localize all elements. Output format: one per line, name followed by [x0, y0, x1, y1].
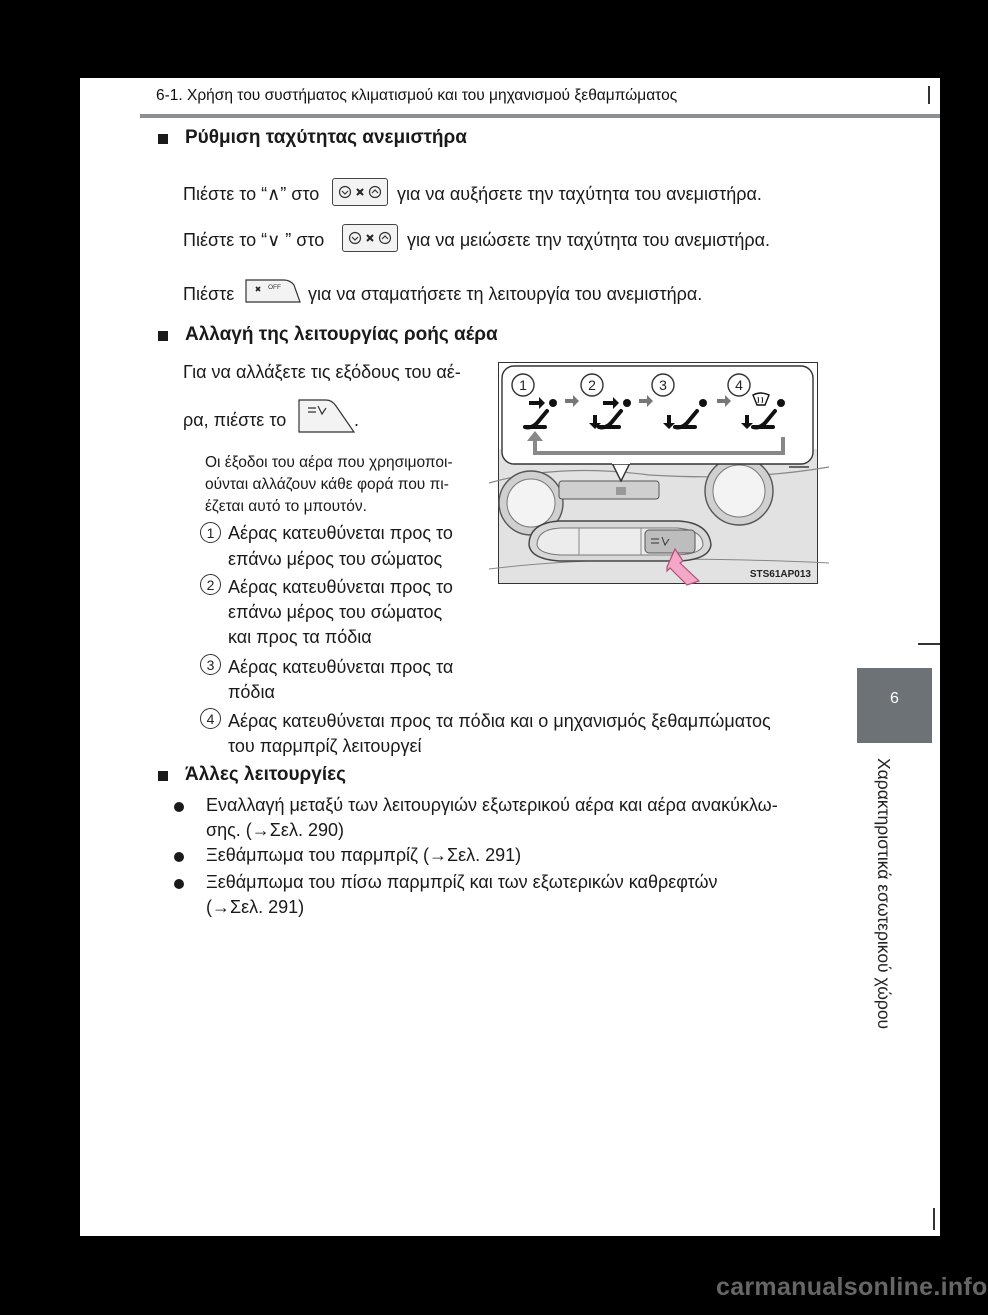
section-title-airflow: Αλλαγή της λειτουργίας ροής αέρα	[185, 324, 498, 345]
section-title-other: Άλλες λειτουργίες	[185, 764, 347, 785]
mode-number-4: 4	[200, 708, 221, 729]
mode-2-line2: επάνω μέρος του σώματος	[228, 602, 443, 622]
svg-text:2: 2	[588, 377, 596, 393]
header-title: 6-1. Χρήση του συστήματος κλιματισμού και του μηχανισμού ξεθαμπώματος	[156, 87, 678, 104]
bullet-3-line2: (→Σελ. 291)	[206, 897, 305, 917]
airflow-intro-line1: Για να αλλάξετε τις εξόδους του αέ-	[183, 362, 461, 382]
svg-text:4: 4	[735, 377, 743, 393]
section-marker	[158, 134, 168, 144]
manual-page	[80, 78, 940, 1236]
bullet-2-line1: Ξεθάμπωμα του παρμπρίζ (→Σελ. 291)	[206, 845, 522, 865]
fan-off-button-icon	[244, 276, 302, 306]
mode-4-line2: του παρμπρίζ λειτουργεί	[228, 736, 422, 756]
crop-mark	[918, 643, 940, 645]
bullet-3-line1: Ξεθάμπωμα του πίσω παρμπρίζ και των εξωτερικών καθρεφτών	[206, 872, 718, 892]
bullet	[174, 879, 184, 889]
fan-down-text-a: Πιέστε το “∨ ” στο	[183, 230, 325, 250]
mode-number-3: 3	[200, 654, 221, 675]
section-marker	[158, 331, 168, 341]
fan-down-text-b: για να μειώσετε την ταχύτητα του ανεμιστήρα.	[407, 230, 770, 250]
mode-3-line1: Αέρας κατευθύνεται προς τα	[228, 657, 454, 677]
bullet	[174, 802, 184, 812]
mode-3-line2: πόδια	[228, 682, 275, 702]
crop-mark	[933, 1208, 935, 1230]
airflow-intro-line2: ρα, πιέστε το	[183, 410, 287, 430]
header-rule	[140, 114, 940, 118]
mode-1-line2: επάνω μέρος του σώματος	[228, 549, 443, 569]
airflow-note-line1: Οι έξοδοι του αέρα που χρησιμοποι-	[205, 454, 453, 471]
fan-off-text-b: για να σταματήσετε τη λειτουργία του ανεμιστήρα.	[308, 284, 703, 304]
section-title-fan: Ρύθμιση ταχύτητας ανεμιστήρα	[185, 127, 467, 148]
figure-code: STS61AP013	[749, 569, 811, 580]
mode-2-line3: και προς τα πόδια	[228, 627, 372, 647]
fan-off-label: OFF	[268, 284, 281, 291]
bullet-1-line1: Εναλλαγή μεταξύ των λειτουργιών εξωτερικού αέρα και αέρα ανακύκλω-	[206, 795, 778, 815]
chapter-label: Χαρακτηριστικά εσωτερικού χώρου	[874, 758, 894, 1030]
mode-1-line1: Αέρας κατευθύνεται προς το	[228, 523, 453, 543]
fan-speed-button-icon	[332, 178, 388, 206]
bullet-1-line2: σης. (→Σελ. 290)	[206, 820, 344, 840]
airflow-intro-end: .	[354, 410, 360, 430]
bullet	[174, 852, 184, 862]
svg-text:3: 3	[659, 377, 667, 393]
fan-off-text-a: Πιέστε	[183, 284, 235, 304]
watermark: carmanualsonline.info	[716, 1273, 988, 1301]
mode-number-2: 2	[200, 574, 221, 595]
chapter-tab	[857, 668, 932, 743]
mode-2-line1: Αέρας κατευθύνεται προς το	[228, 577, 453, 597]
airflow-mode-button-icon	[296, 396, 356, 436]
airflow-note-line3: έζεται αυτό το μπουτόν.	[205, 498, 367, 515]
airflow-illustration	[498, 362, 818, 584]
chapter-number: 6	[890, 690, 899, 707]
mode-4-line1: Αέρας κατευθύνεται προς τα πόδια και ο μηχανισμός ξεθαμπώματος	[228, 711, 771, 731]
fan-up-text-a: Πιέστε το “∧” στο	[183, 184, 320, 204]
fan-speed-button-icon	[342, 224, 398, 252]
mode-number-1: 1	[200, 522, 221, 543]
svg-text:1: 1	[519, 377, 527, 393]
fan-up-text-b: για να αυξήσετε την ταχύτητα του ανεμιστήρα.	[397, 184, 762, 204]
section-marker	[158, 771, 168, 781]
crop-mark	[928, 86, 930, 104]
airflow-note-line2: ούνται αλλάζουν κάθε φορά που πι-	[205, 476, 449, 493]
